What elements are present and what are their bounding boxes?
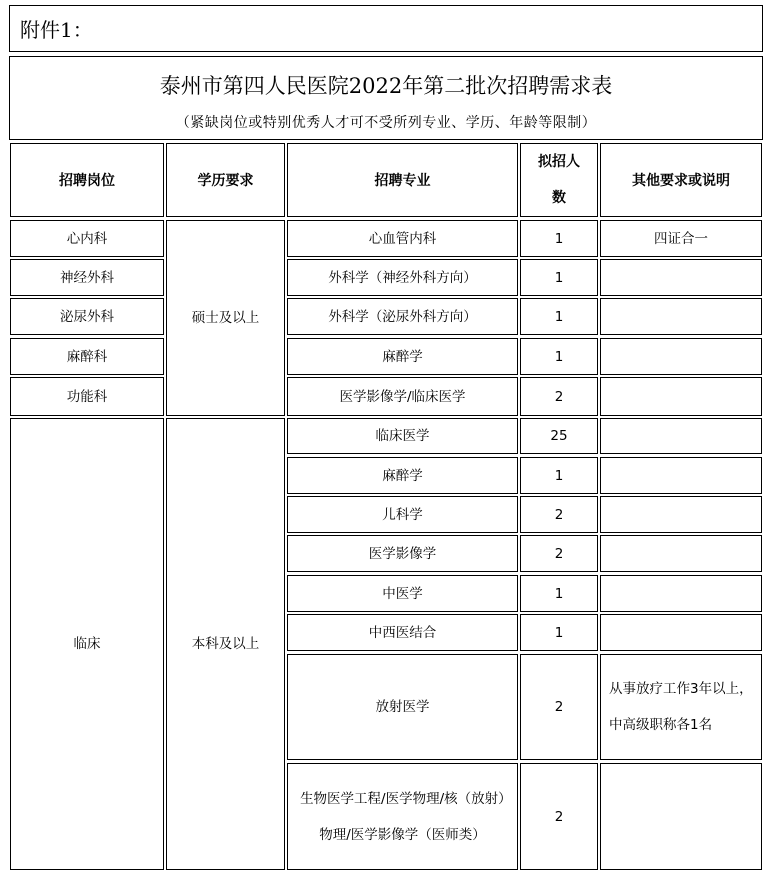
col-header-position: 招聘岗位: [10, 143, 164, 217]
major-cell: 麻醉学: [287, 457, 518, 494]
notes-cell: [600, 418, 762, 454]
count-cell: 1: [520, 457, 598, 494]
notes-cell: [600, 377, 762, 416]
count-cell: 2: [520, 654, 598, 760]
notes-cell: [600, 298, 762, 335]
major-cell: 医学影像学/临床医学: [287, 377, 518, 416]
count-cell: 1: [520, 298, 598, 335]
notes-cell: [600, 535, 762, 572]
position-cell: 心内科: [10, 220, 164, 257]
col-header-notes: 其他要求或说明: [600, 143, 762, 217]
notes-cell: [600, 457, 762, 494]
major-cell: 放射医学: [287, 654, 518, 760]
major-cell: 外科学（泌尿外科方向）: [287, 298, 518, 335]
major-cell: 中医学: [287, 575, 518, 612]
col-header-count: 拟招人数: [520, 143, 598, 217]
count-cell: 1: [520, 259, 598, 296]
position-cell: 麻醉科: [10, 338, 164, 375]
count-cell: 1: [520, 220, 598, 257]
education-cell: 本科及以上: [166, 418, 285, 870]
attachment-label: 附件1：: [9, 5, 763, 52]
title-block: [9, 56, 763, 140]
count-cell: 2: [520, 535, 598, 572]
position-cell: 临床: [10, 418, 164, 870]
major-cell: 心血管内科: [287, 220, 518, 257]
count-cell: 1: [520, 614, 598, 651]
major-cell: 麻醉学: [287, 338, 518, 375]
major-cell: 临床医学: [287, 418, 518, 454]
notes-cell: [600, 496, 762, 533]
position-cell: 功能科: [10, 377, 164, 416]
notes-cell: [600, 763, 762, 870]
position-cell: 泌尿外科: [10, 298, 164, 335]
notes-cell: 四证合一: [600, 220, 762, 257]
notes-cell: [600, 259, 762, 296]
major-cell: 生物医学工程/医学物理/核（放射）物理/医学影像学（医师类）: [287, 763, 518, 870]
count-cell: 2: [520, 496, 598, 533]
count-cell: 1: [520, 338, 598, 375]
major-cell: 外科学（神经外科方向）: [287, 259, 518, 296]
notes-cell: [600, 614, 762, 651]
page-subtitle: （紧缺岗位或特别优秀人才可不受所列专业、学历、年龄等限制）: [175, 115, 597, 131]
count-cell: 2: [520, 377, 598, 416]
position-cell: 神经外科: [10, 259, 164, 296]
col-header-education: 学历要求: [166, 143, 285, 217]
notes-cell: 从事放疗工作3年以上，中高级职称各1名: [600, 654, 762, 760]
major-cell: 中西医结合: [287, 614, 518, 651]
count-cell: 2: [520, 763, 598, 870]
count-cell: 1: [520, 575, 598, 612]
major-cell: 儿科学: [287, 496, 518, 533]
education-cell: 硕士及以上: [166, 220, 285, 416]
page-title: 泰州市第四人民医院2022年第二批次招聘需求表: [159, 74, 613, 98]
major-cell: 医学影像学: [287, 535, 518, 572]
notes-cell: [600, 338, 762, 375]
count-cell: 25: [520, 418, 598, 454]
col-header-major: 招聘专业: [287, 143, 518, 217]
notes-cell: [600, 575, 762, 612]
